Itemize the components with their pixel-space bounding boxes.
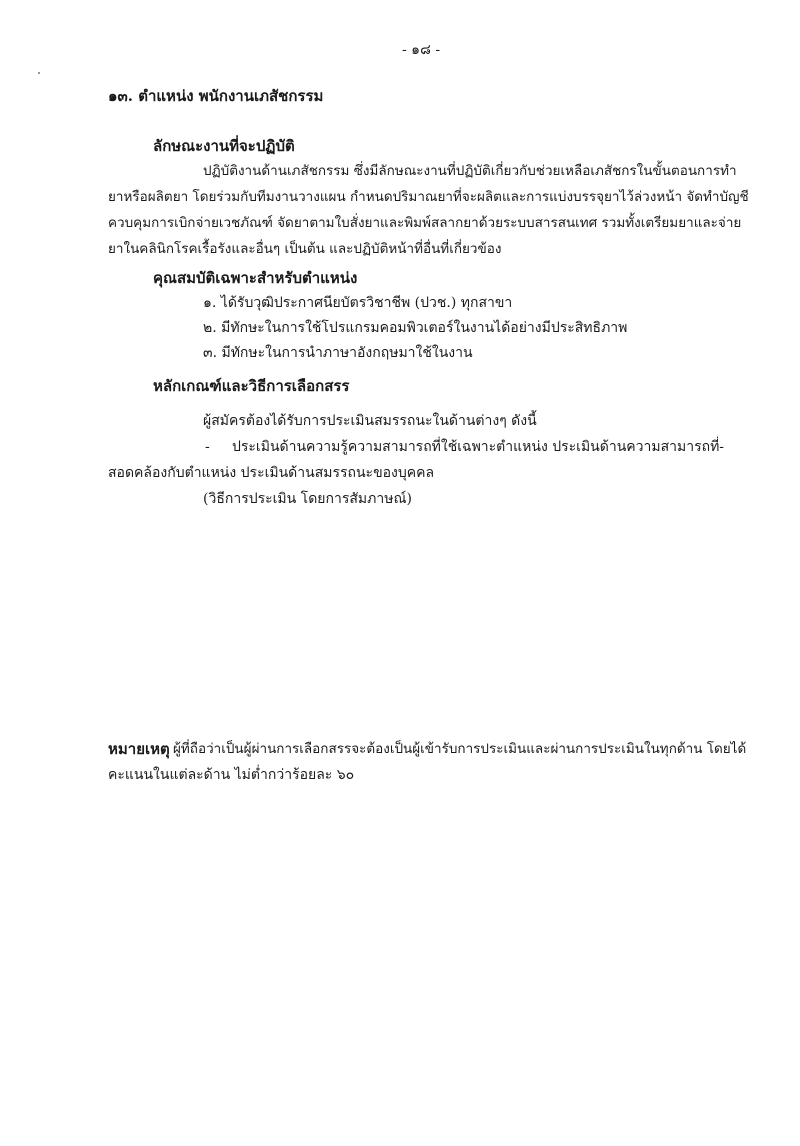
qualifications-title: คุณสมบัติเฉพาะสำหรับตำแหน่ง (153, 269, 358, 287)
qualification-item: ๓. มีทักษะในการนำภาษาอังกฤษมาใช้ในงาน (203, 345, 473, 361)
selection-title: หลักเกณฑ์และวิธีการเลือกสรร (153, 377, 350, 395)
selection-method: (วิธีการประเมิน โดยการสัมภาษณ์) (203, 491, 412, 507)
page-number: - ๑๘ - (402, 42, 441, 58)
selection-bullet-text: ประเมินด้านความรู้ความสามารถที่ใช้เฉพาะตำแหน่ง ประเมินด้านความสามารถที่- (232, 439, 725, 455)
selection-bullet-dash: - (205, 439, 210, 455)
note-label: หมายเหตุ (108, 740, 170, 758)
qualification-item: ๒. มีทักษะในการใช้โปรแกรมคอมพิวเตอร์ในงานได้อย่างมีประสิทธิภาพ (203, 320, 628, 336)
scan-speck (38, 72, 40, 74)
selection-bullet-continuation: สอดคล้องกับตำแหน่ง ประเมินด้านสมรรถนะของบุคคล (108, 465, 435, 481)
duties-line: ปฏิบัติงานด้านเภสัชกรรม ซึ่งมีลักษณะงานที่ปฏิบัติเกี่ยวกับช่วยเหลือเภสัชกรในขั้นตอนการทำ (203, 163, 737, 179)
note-line: ผู้ที่ถือว่าเป็นผู้ผ่านการเลือกสรรจะต้องเป็นผู้เข้ารับการประเมินและผ่านการประเมินในทุกด้าน โดยได้ (173, 741, 747, 757)
note-line: คะแนนในแต่ละด้าน ไม่ต่ำกว่าร้อยละ ๖๐ (108, 767, 355, 783)
duties-line: ควบคุมการเบิกจ่ายเวชภัณฑ์ จัดยาตามใบสั่งยาและพิมพ์สลากยาด้วยระบบสารสนเทศ รวมทั้งเตรียมยาและจ่าย (108, 215, 742, 231)
duties-line: ยาในคลินิกโรคเรื้อรังและอื่นๆ เป็นต้น และปฏิบัติหน้าที่อื่นที่เกี่ยวข้อง (108, 241, 502, 257)
qualification-item: ๑. ได้รับวุฒิประกาศนียบัตรวิชาชีพ (ปวช.) ทุกสาขา (203, 295, 513, 311)
duties-line: ยาหรือผลิตยา โดยร่วมกับทีมงานวางแผน กำหนดปริมาณยาที่จะผลิตและการแบ่งบรรจุยาไว้ล่วงหน้า จัดทำบัญชี (108, 189, 749, 205)
selection-intro: ผู้สมัครต้องได้รับการประเมินสมรรถนะในด้านต่างๆ ดังนี้ (203, 413, 537, 429)
position-heading: ๑๓. ตำแหน่ง พนักงานเภสัชกรรม (108, 87, 324, 105)
duties-title: ลักษณะงานที่จะปฏิบัติ (153, 137, 295, 155)
